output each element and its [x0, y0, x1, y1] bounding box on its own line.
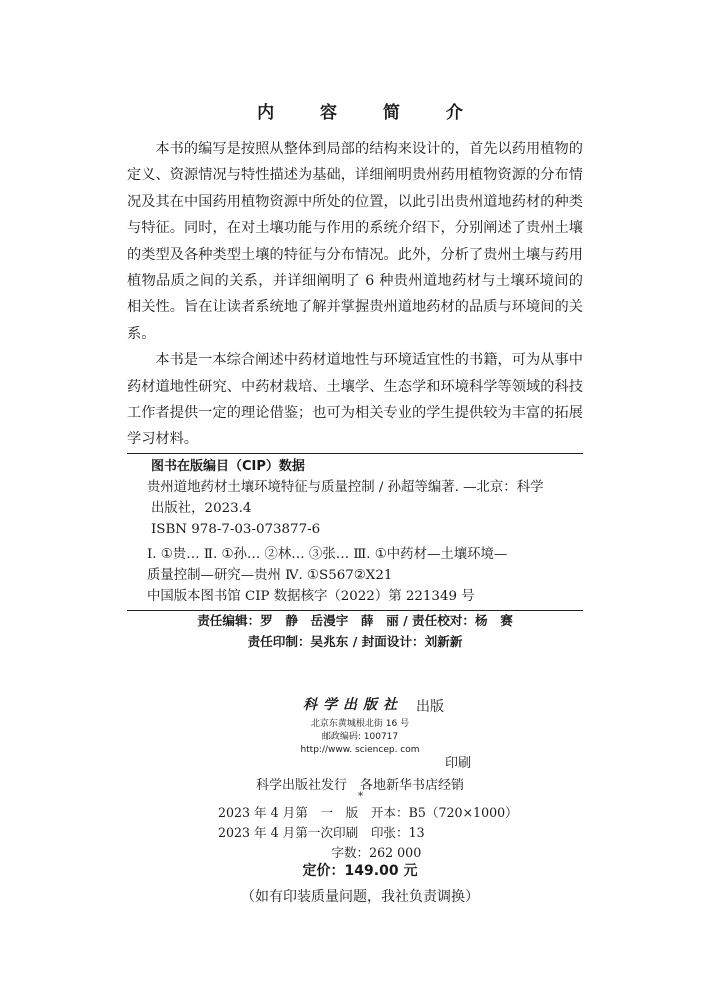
publisher-address: 北京东黄城根北街 16 号: [310, 719, 410, 729]
cip-subjects: Ⅰ. ①贵… Ⅱ. ①孙… ②林… ③张… Ⅲ. ①中药材—土壤环境—: [147, 547, 508, 562]
cip-subjects-cont: 质量控制—研究—贵州 Ⅳ. ①S567②X21: [147, 568, 393, 583]
cip-heading: 图书在版编目（CIP）数据: [151, 459, 305, 474]
credits-editors: 责任编辑：罗 静 岳漫宇 薛 丽 / 责任校对：杨 赛: [197, 613, 513, 628]
intro-paragraph: 本书的编写是按照从整体到局部的结构来设计的，首先以药用植物的定义、资源情况与特性描述为基础，详细阐明贵州药用植物资源的分布情况及其在中国药用植物资源中所处的位置，以此引出贵州道地药材的种类与特征。同时，在对土壤功能与作用的系统介绍下，分别阐述了贵州土壤的类型及各种类型土壤的特征与分布情况。此外，分析了贵州土壤与药用植物品质之间的关系，并详细阐明了 6 种贵州道地药材与土壤环境间的相关性。旨在让读者系统地了解并掌握贵州道地药材的品质与环境间的关系。: [127, 141, 583, 342]
publisher-postcode: 邮政编码: 100717: [321, 732, 399, 742]
publisher-block: [0, 692, 720, 757]
credits-production: 责任印制：吴兆东 / 封面设计：刘新新: [247, 634, 463, 649]
edition-specs: [218, 803, 518, 863]
printing-row: 2023 年 4 月第一次印刷 印张：13: [218, 825, 425, 840]
publisher-url: http://www. sciencep. com: [300, 745, 420, 755]
quality-notice: （如有印装质量问题，我社负责调换）: [241, 889, 479, 905]
cip-isbn: ISBN 978-7-03-073877-6: [151, 522, 321, 537]
edition-row: 2023 年 4 月第 一 版 开本：B5（720×1000）: [218, 805, 518, 820]
intro-section: [127, 136, 583, 453]
cip-title-line-cont: 出版社，2023.4: [151, 501, 252, 516]
distribution-line: 科学出版社发行 各地新华书店经销: [255, 778, 464, 793]
cip-block: [127, 453, 583, 611]
page-title: 内 容 简 介: [257, 103, 483, 123]
word-count-row: 字数：262 000: [218, 845, 422, 860]
publisher-suffix: 出版: [416, 699, 444, 715]
separator-star: *: [358, 791, 363, 802]
cip-title-line: 贵州道地药材土壤环境特征与质量控制 / 孙超等编著. —北京：科学: [147, 480, 544, 495]
publisher-logo: 科学出版社: [303, 697, 403, 713]
cip-record-number: 中国版本图书馆 CIP 数据核字（2022）第 221349 号: [147, 589, 475, 604]
printed-label: 印刷: [445, 756, 472, 771]
price: 定价：149.00 元: [302, 863, 418, 879]
credits: [127, 610, 583, 652]
intro-paragraph: 本书是一本综合阐述中药材道地性与环境适宜性的书籍，可为从事中药材道地性研究、中药材栽培、土壤学、生态学和环境科学等领域的科技工作者提供一定的理论借鉴；也可为相关专业的学生提供较为丰富的拓展学习材料。: [127, 352, 583, 448]
